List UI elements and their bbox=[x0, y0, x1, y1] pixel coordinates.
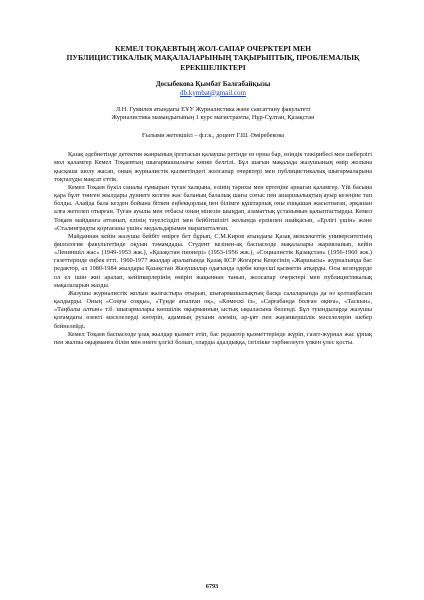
affiliation-line-2: Журналистика мамандығының 1 курс магистранты, Нұр-Сұлтан, Қазақстан bbox=[111, 114, 315, 122]
body-paragraph: Кемел Тоқаев баспасөзде ұзақ жылдар қызмет етіп, бас редактор қызметтерінде жүріп, газет-журнал жас ұрпақ пен жалпы оқырманға білім мен өнеге ұлгісі болып, оларды адалдыққа, ізгілікке тәрбиелеуге үлкен үлес қосты. bbox=[54, 330, 372, 346]
title-line-3: ЕРЕКШЕЛІКТЕРІ bbox=[180, 62, 246, 72]
body-paragraph: Қазақ әдебиетінде детектив жанрының іргетасын қалаушы ретінде өз орны бар, өзіндік тәжірибесі мен шеберлігі мол қаламгер Кемел Тоқаевтың шығармашылығы көпке белгілі. Бұл шағын мақалада жазушының өмір жолына қысқаша шолу жасап, оның журналистік қызметіндегі жолсапар очерктері мен публицистикалық шығармаларына тоқталуды мақсат еттік. bbox=[54, 151, 372, 183]
body-paragraph: Кемел Тоқаев бүкіл саналы ғұмырын туған халқына, елінің тарихы мен ертеңіне арнаған қаламгер. Үйі басына қара бұлт төнген жылдары дүниеге келген жас баланың балалық шағы соғыс пен ашаршылықтың ауыр кезеңіне тап болды. Алайда бала кезден бойына біткен еңбекқорлық пен білімге құштарлық оны ешқашан жасытпаған, әрқашан алға жетелеп отырған. Туған ауылы мен отбасы оның мінезін шыңдап, азаматтық ұстанымын қалыптастырды. Кемел Тоқаев майданға аттанып, елінің тәуелсіздігі мен бейбітшілігі жолында ерлікпен шайқасып, «Ерлігі үшін» және «Сталинградты қорғағаны үшін» медальдарымен марапатталған. bbox=[54, 183, 372, 232]
affiliation-line-1: Л.Н. Гумилев атындағы ЕҰУ Журналистика және саясаттану факультеті bbox=[115, 106, 311, 114]
supervisor: Ғылыми жетекшісі – ф.г.к., доцент Г.Ш. Әміребекова bbox=[141, 131, 285, 139]
author-email-link[interactable]: db.kymbat@gmail.com bbox=[180, 88, 246, 97]
title-line-2: ПУБЛИЦИСТИКАЛЫҚ МАҚАЛАЛАРЫНЫҢ ТАҚЫРЫПТЫҚ, ПРОБЛЕМАЛЫҚ bbox=[66, 53, 360, 63]
affiliation bbox=[54, 106, 372, 123]
body-paragraph: Жазушы журналистік жолын жалғастыра отырып, шығармашылықтың басқа салаларында да өз қолтаңбасын қалдырды. Оның «Соңғы соққы», «Түнде атылған оқ», «Көмескі із», «Сарғабанда болған оқиға», «Таскын», «Таңбалы алтын» т.б. шығармалары көпшілік оқырманның ыстық ықыласына бөленді. Бұл туындыларда жазушы қоғамдағы өзекті мәселелерді көтеріп, адамның рухани әлемін, ар-ұят пен жауапкершілік мәселелерін шебер бейнелейді. bbox=[54, 289, 372, 330]
page-number: 6793 bbox=[205, 583, 219, 590]
title-line-1: КЕМЕЛ ТОҚАЕВТЫҢ ЖОЛ-САПАР ОЧЕРКТЕРІ МЕН bbox=[114, 44, 312, 53]
body-paragraph: Майданнан кейін жазушы бейбіт өмірге бет бұрып, С.М.Киров атындағы Қазақ мемлекеттік университетінің филология факультетінде оқуын тәмамдады. Студент кезінен-ақ баспасөзде мақалалары жарияланып, кейін «Лениншіл жас» (1949-1953 жж.), «Қазақстан пионері» (1953-1956 жж.), «Социалистік Қазақстан» (1956-1960 жж.) газеттерінде еңбек етті. 1960-1977 жылдар аралығында Қазақ КСР Жоғарғы Кеңесінің «Жаршысы» журналында бас редактор, ал 1980-1984 жылдары Қазақстан Жазушылар одағында әдеби кеңесші қызметін атқарды. Осы кезеңдерде ол ел ішін жиі аралап, кейіпкерлерінің өмірін жақыннан танып, жолсапар очерктері мен публицистикалық мақалаларын жазды. bbox=[54, 232, 372, 289]
author-name: Досыбекова Қымбат Балғабайқызы bbox=[155, 80, 271, 89]
article-body bbox=[54, 151, 372, 347]
article-title bbox=[54, 44, 372, 72]
